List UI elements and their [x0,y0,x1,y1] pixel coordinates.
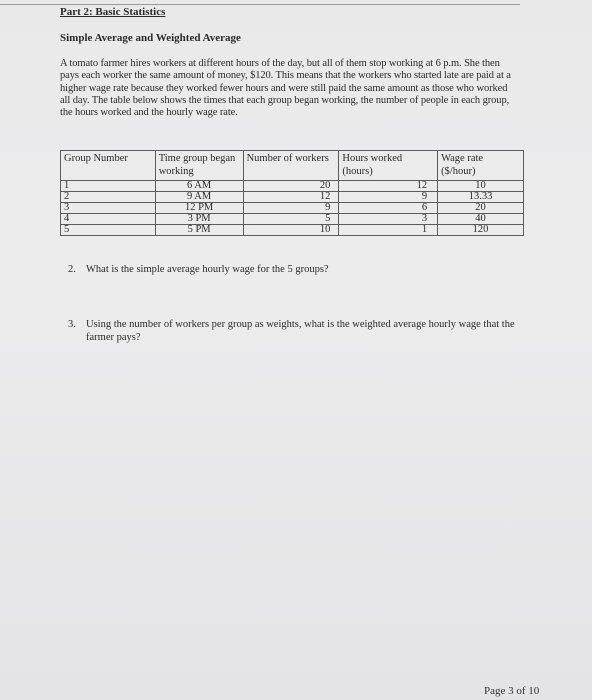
cell-wage: 20 [438,203,524,214]
cell-time: 3 PM [155,214,243,225]
top-rule [0,4,520,5]
table-row [61,203,524,214]
cell-hours: 1 [339,225,438,236]
cell-group: 3 [61,203,156,214]
cell-time: 12 PM [155,203,243,214]
cell-workers: 9 [243,203,339,214]
part-title: Part 2: Basic Statistics [60,6,166,18]
header-number-workers: Number of workers [243,151,339,181]
question-number: 2. [68,264,76,275]
cell-group: 1 [61,181,156,192]
header-wage-rate: Wage rate ($/hour) [438,151,524,181]
cell-time: 5 PM [155,225,243,236]
table-row [61,181,524,192]
wage-table [60,150,524,236]
section-title: Simple Average and Weighted Average [60,32,241,44]
table-row [61,214,524,225]
cell-hours: 6 [339,203,438,214]
table-row [61,225,524,236]
table-header-row [61,151,524,181]
cell-hours: 12 [339,181,438,192]
intro-paragraph: A tomato farmer hires workers at different hours of the day, but all of them stop working at 6 p.m. She then pays each worker the same amount of money, $120. This means that the workers who started late are paid at a higher wage rate because they worked fewer hours and were still paid the same amount as those who worked all day. The table below shows the times that each group began working, the number of people in each group, the hours worked and the hourly wage rate. [60,58,511,119]
question-number: 3. [68,319,76,330]
cell-hours: 3 [339,214,438,225]
cell-workers: 5 [243,214,339,225]
cell-time: 9 AM [155,192,243,203]
question-text: Using the number of workers per group as weights, what is the weighted average hourly wage that the farmer pays? [86,319,515,343]
question-2 [68,264,329,275]
cell-wage: 13.33 [438,192,524,203]
cell-time: 6 AM [155,181,243,192]
cell-group: 5 [61,225,156,236]
cell-group: 4 [61,214,156,225]
question-3 [68,318,518,344]
cell-wage: 120 [438,225,524,236]
question-text: What is the simple average hourly wage for the 5 groups? [86,264,329,275]
header-hours-worked: Hours worked (hours) [339,151,438,181]
header-time-began: Time group began working [155,151,243,181]
cell-workers: 20 [243,181,339,192]
cell-workers: 12 [243,192,339,203]
cell-wage: 40 [438,214,524,225]
cell-group: 2 [61,192,156,203]
cell-wage: 10 [438,181,524,192]
cell-workers: 10 [243,225,339,236]
header-group-number: Group Number [61,151,156,181]
page-number: Page 3 of 10 [484,685,540,697]
table-row [61,192,524,203]
cell-hours: 9 [339,192,438,203]
